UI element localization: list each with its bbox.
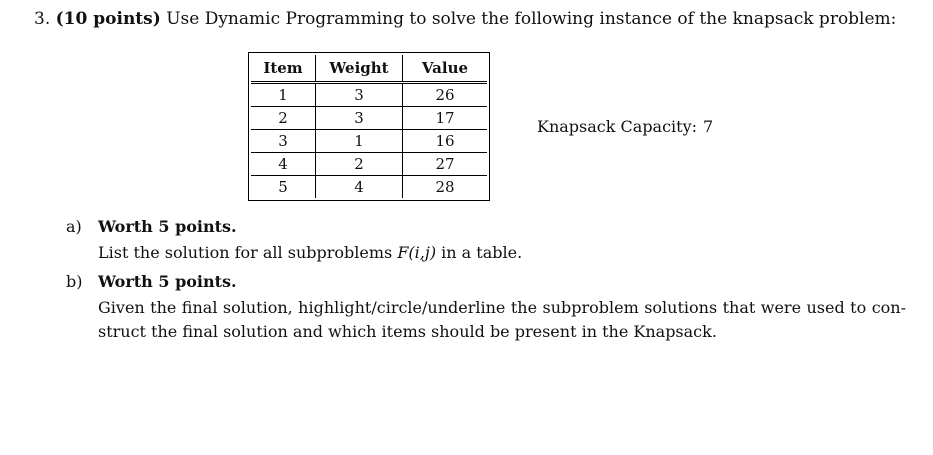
cell-item: 3 <box>251 130 316 153</box>
table-row <box>251 130 487 153</box>
cell-weight: 3 <box>316 107 403 130</box>
cell-weight: 2 <box>316 153 403 176</box>
question-points: (10 points) <box>55 9 161 29</box>
cell-value: 28 <box>403 176 488 199</box>
part-a-body <box>98 241 906 265</box>
cell-item: 2 <box>251 107 316 130</box>
capacity-value: 7 <box>703 117 714 136</box>
cell-weight: 3 <box>316 83 403 107</box>
header-value: Value <box>403 55 488 83</box>
table-row <box>251 176 487 199</box>
table-row <box>251 153 487 176</box>
cell-value: 26 <box>403 83 488 107</box>
part-a-title: Worth 5 points. <box>98 217 237 236</box>
header-weight: Weight <box>316 55 403 83</box>
part-b <box>66 272 906 352</box>
cell-weight: 4 <box>316 176 403 199</box>
question-text: Use Dynamic Programming to solve the following instance of the knapsack problem: <box>166 9 897 29</box>
knapsack-table-frame <box>248 52 490 201</box>
question-header <box>34 9 896 29</box>
cell-item: 5 <box>251 176 316 199</box>
part-a-math: F(i,j) <box>397 243 437 262</box>
part-b-title: Worth 5 points. <box>98 272 237 291</box>
cell-weight: 1 <box>316 130 403 153</box>
header-item: Item <box>251 55 316 83</box>
table-row <box>251 83 487 107</box>
capacity-label: Knapsack Capacity: <box>537 117 698 136</box>
part-a-label: a) <box>66 217 82 236</box>
cell-value: 27 <box>403 153 488 176</box>
cell-value: 17 <box>403 107 488 130</box>
knapsack-table <box>251 55 487 198</box>
question-number: 3. <box>34 9 51 29</box>
cell-item: 4 <box>251 153 316 176</box>
table-header-row <box>251 55 487 83</box>
cell-value: 16 <box>403 130 488 153</box>
knapsack-capacity <box>537 117 713 136</box>
part-b-label: b) <box>66 272 83 291</box>
part-a-text-before: List the solution for all subproblems <box>98 243 393 262</box>
part-a-text-after: in a table. <box>441 243 523 262</box>
part-a <box>66 217 906 267</box>
cell-item: 1 <box>251 83 316 107</box>
part-b-body: Given the final solution, highlight/circle/underline the subproblem solutions that were used to con-struct the final solution and which items should be present in the Knapsack. <box>98 298 906 341</box>
table-row <box>251 107 487 130</box>
